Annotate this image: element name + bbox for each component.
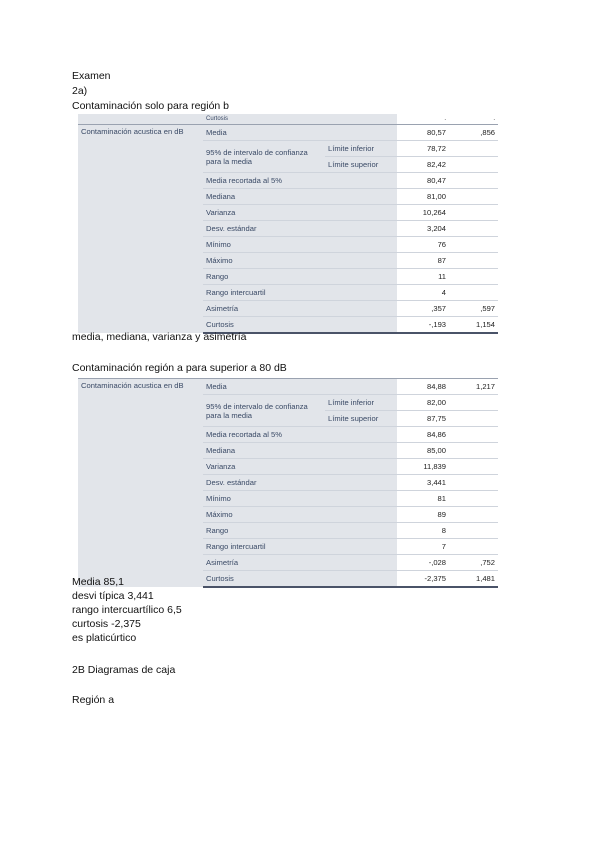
stat-value: 10,264 — [397, 205, 449, 221]
stat-value: 85,00 — [397, 443, 449, 459]
stat-label: Rango intercuartil — [203, 539, 397, 555]
stat-value: 82,42 — [397, 157, 449, 173]
stat-error: . — [449, 114, 498, 125]
summary-kurtosis: curtosis -2,375 — [72, 618, 141, 630]
stat-value: ,357 — [397, 301, 449, 317]
ci-sub-label: Límite superior — [325, 157, 397, 173]
stat-label: Media — [203, 379, 397, 395]
stat-value: . — [397, 114, 449, 125]
variable-label: Contaminación acustica en dB — [78, 125, 203, 334]
stat-value: 8 — [397, 523, 449, 539]
stat-label: Media recortada al 5% — [203, 173, 397, 189]
stat-label: Media recortada al 5% — [203, 427, 397, 443]
stat-label: Máximo — [203, 253, 397, 269]
stat-value: 11 — [397, 269, 449, 285]
stat-value: 80,57 — [397, 125, 449, 141]
stat-value: 7 — [397, 539, 449, 555]
ci-sub-label: Límite inferior — [325, 141, 397, 157]
ci-sub-label: Límite inferior — [325, 395, 397, 411]
stat-error: 1,154 — [449, 317, 498, 334]
stat-error: ,752 — [449, 555, 498, 571]
stat-value: 82,00 — [397, 395, 449, 411]
stat-label: Rango — [203, 269, 397, 285]
stat-value: 84,88 — [397, 379, 449, 395]
stat-value: -,028 — [397, 555, 449, 571]
stat-label: Curtosis — [203, 571, 397, 588]
stat-label: Varianza — [203, 459, 397, 475]
stat-label: Mediana — [203, 443, 397, 459]
stat-value: 3,441 — [397, 475, 449, 491]
section-heading-region-a: Contaminación región a para superior a 80 dB — [72, 362, 287, 374]
stat-label: Máximo — [203, 507, 397, 523]
stat-value: -,193 — [397, 317, 449, 334]
stat-value: 3,204 — [397, 221, 449, 237]
stat-error: 1,481 — [449, 571, 498, 588]
stat-value: 87 — [397, 253, 449, 269]
stat-value: 81,00 — [397, 189, 449, 205]
exam-title: Examen — [72, 70, 111, 82]
stat-value: 89 — [397, 507, 449, 523]
stat-error: 1,217 — [449, 379, 498, 395]
stat-label: Curtosis — [203, 317, 397, 334]
stat-value: 76 — [397, 237, 449, 253]
variable-label: Contaminación acustica en dB — [78, 379, 203, 588]
stat-value: -2,375 — [397, 571, 449, 588]
stat-label: Mediana — [203, 189, 397, 205]
descriptives-table-region-a — [78, 378, 498, 588]
summary-iqr: rango intercuartílico 6,5 — [72, 604, 182, 616]
stat-value: 78,72 — [397, 141, 449, 157]
stat-value: 81 — [397, 491, 449, 507]
descriptives-table-region-b — [78, 114, 498, 334]
stat-value: 87,75 — [397, 411, 449, 427]
stat-label: Asimetría — [203, 301, 397, 317]
stat-value: 80,47 — [397, 173, 449, 189]
stat-label: 95% de intervalo de confianza para la media — [203, 141, 325, 173]
stat-label: Rango — [203, 523, 397, 539]
ci-sub-label: Límite superior — [325, 411, 397, 427]
summary-conclusion: es platicúrtico — [72, 632, 137, 644]
subsection-region-a: Región a — [72, 694, 115, 706]
stat-error: ,856 — [449, 125, 498, 141]
stat-label: Mínimo — [203, 491, 397, 507]
section-heading-region-b: Contaminación solo para región b — [72, 100, 230, 112]
summary-mean: Media 85,1 — [72, 576, 124, 588]
stat-label: Curtosis — [203, 114, 397, 125]
stat-value: 11,839 — [397, 459, 449, 475]
stat-label: Varianza — [203, 205, 397, 221]
stat-label: Desv. estándar — [203, 221, 397, 237]
summary-std-dev: desvi típica 3,441 — [72, 590, 154, 602]
stat-label: Media — [203, 125, 397, 141]
stat-label: Rango intercuartil — [203, 285, 397, 301]
stat-label: Asimetría — [203, 555, 397, 571]
stat-label: 95% de intervalo de confianza para la media — [203, 395, 325, 427]
stat-error: ,597 — [449, 301, 498, 317]
stat-label: Mínimo — [203, 237, 397, 253]
section-heading-boxplots: 2B Diagramas de caja — [72, 664, 176, 676]
question-label: 2a) — [72, 85, 88, 97]
stat-value: 4 — [397, 285, 449, 301]
stat-value: 84,86 — [397, 427, 449, 443]
note-statistics: media, mediana, varianza y asimetría — [72, 331, 247, 343]
stat-label: Desv. estándar — [203, 475, 397, 491]
